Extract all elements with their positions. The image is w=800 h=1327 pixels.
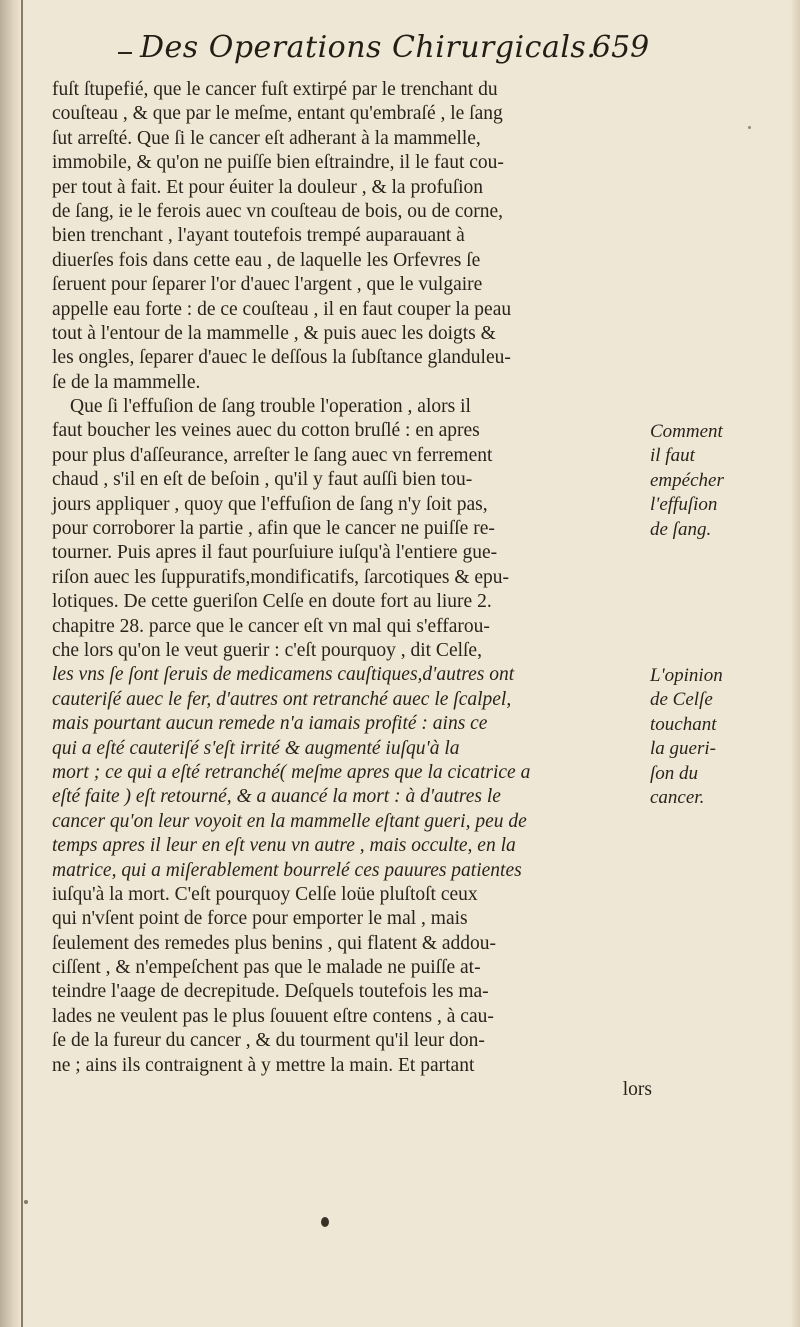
margin-note-celsus [650, 664, 790, 810]
quotation-line: matrice, qui a miſerablement bourrelé ces pauures patientes [52, 859, 522, 881]
catchword: lors [622, 1079, 652, 1101]
quotation-line: cancer qu'on leur voyoit en la mammelle eſtant gueri, peu de [52, 810, 527, 832]
text-line: appelle eau forte : de ce couſteau , il en faut couper la peau [52, 298, 512, 320]
margin-note-line: l'effuſion [650, 494, 718, 516]
binding-shadow [0, 0, 22, 1327]
text-line: ne ; ains ils contraignent à y mettre la main. Et partant [52, 1054, 475, 1076]
text-line: ſut arreſté. Que ſi le cancer eſt adherant à la mammelle, [52, 127, 481, 149]
quotation-line: eſté faite ) eſt retourné, & a auancé la mort : à d'autres le [52, 786, 501, 808]
margin-note-line: de Celſe [650, 689, 713, 711]
main-text-block [52, 78, 652, 1102]
page-header [0, 30, 800, 80]
running-title: Des Operations Chirurgicals. [140, 30, 597, 65]
text-line: lotiques. De cette gueriſon Celſe en doute fort au liure 2. [52, 591, 492, 613]
margin-note-line: ſon du [650, 762, 699, 784]
quotation-line: cauteriſé auec le fer, d'autres ont retranché auec le ſcalpel, [52, 688, 512, 710]
text-line: diuerſes fois dans cette eau , de laquelle les Orfevres ſe [52, 249, 481, 271]
margin-note-line: touchant [650, 713, 717, 735]
paragraph-start-line: Que ſi l'effuſion de ſang trouble l'operation , alors il [70, 396, 471, 418]
quotation-line: qui a eſté cauteriſé s'eſt irrité & augmenté iuſqu'à la [52, 737, 460, 759]
text-line: iuſqu'à la mort. C'eſt pourquoy Celſe loüe pluſtoſt ceux [52, 883, 478, 905]
text-line: tourner. Puis apres il faut pourſuiure iuſqu'à l'entiere gue- [52, 542, 498, 564]
ink-spot [748, 126, 751, 129]
margin-note-line: de ſang. [650, 518, 712, 540]
text-line: riſon auec les ſuppuratifs,mondificatifs, ſarcotiques & epu- [52, 566, 510, 588]
text-line: de ſang, ie le ferois auec vn couſteau de bois, ou de corne, [52, 200, 504, 222]
margin-note-line: cancer. [650, 786, 705, 808]
quotation-line: temps apres il leur en eſt venu vn autre , mais occulte, en la [52, 835, 516, 857]
text-line: tout à l'entour de la mammelle , & puis auec les doigts & [52, 322, 496, 344]
text-line: chaud , s'il en eſt de beſoin , qu'il y faut auſſi bien tou- [52, 469, 473, 491]
text-line: couſteau , & que par le meſme, entant qu'embraſé , le ſang [52, 103, 503, 125]
text-line: bien trenchant , l'ayant toutefois trempé auparauant à [52, 225, 465, 247]
quotation-line: mort ; ce qui a eſté retranché( meſme apres que la cicatrice a [52, 761, 531, 783]
header-dash [118, 52, 132, 54]
margin-note-line: la gueri- [650, 738, 716, 760]
text-line: faut boucher les veines auec du cotton bruſlé : en apres [52, 420, 480, 442]
margin-note-line: Comment [650, 421, 723, 442]
text-line: immobile, & qu'on ne puiſſe bien eſtraindre, il le faut cou- [52, 152, 504, 174]
text-line: ciſſent , & n'empeſchent pas que le malade ne puiſſe at- [52, 957, 481, 979]
text-line: jours appliquer , quoy que l'effuſion de ſang n'y ſoit pas, [52, 493, 488, 515]
text-line: ſe de la mammelle. [52, 371, 201, 393]
text-line: chapitre 28. parce que le cancer eſt vn mal qui s'effarou- [52, 615, 490, 637]
ink-spot [24, 1200, 28, 1204]
text-line: lades ne veulent pas le plus ſouuent eſtre contens , à cau- [52, 1005, 494, 1027]
text-line: qui n'vſent point de force pour emporter le mal , mais [52, 908, 468, 930]
text-line: teindre l'aage de decrepitude. Deſquels toutefois les ma- [52, 981, 489, 1003]
text-line: ſeulement des remedes plus benins , qui flatent & addou- [52, 932, 497, 954]
text-line: ſeruent pour ſeparer l'or d'auec l'argent , que le vulgaire [52, 274, 483, 296]
margin-note-line: L'opinion [650, 665, 723, 686]
text-line: pour plus d'aſſeurance, arreſter le ſang auec vn ferrement [52, 444, 493, 466]
quotation-line: les vns ſe ſont ſeruis de medicamens cauſtiques,d'autres ont [52, 664, 515, 686]
ink-spot [321, 1217, 329, 1227]
page-edge [790, 0, 800, 1327]
margin-note-line: empécher [650, 469, 724, 491]
margin-note-line: il faut [650, 445, 695, 467]
text-line: per tout à fait. Et pour éuiter la douleur , & la profuſion [52, 176, 484, 198]
text-line: ſe de la fureur du cancer , & du tourment qu'il leur don- [52, 1030, 485, 1052]
text-line: les ongles, ſeparer d'auec le deſſous la ſubſtance glanduleu- [52, 347, 511, 369]
binding-edge [21, 0, 23, 1327]
text-line: fuſt ſtupefié, que le cancer fuſt extirpé par le trenchant du [52, 79, 498, 100]
text-line: che lors qu'on le veut guerir : c'eſt pourquoy , dit Celſe, [52, 639, 482, 661]
text-line: pour corroborer la partie , afin que le cancer ne puiſſe re- [52, 518, 495, 540]
margin-note-hemorrhage [650, 420, 790, 542]
quotation-line: mais pourtant aucun remede n'a iamais profité : ains ce [52, 713, 488, 735]
page-number: 659 [592, 30, 650, 65]
